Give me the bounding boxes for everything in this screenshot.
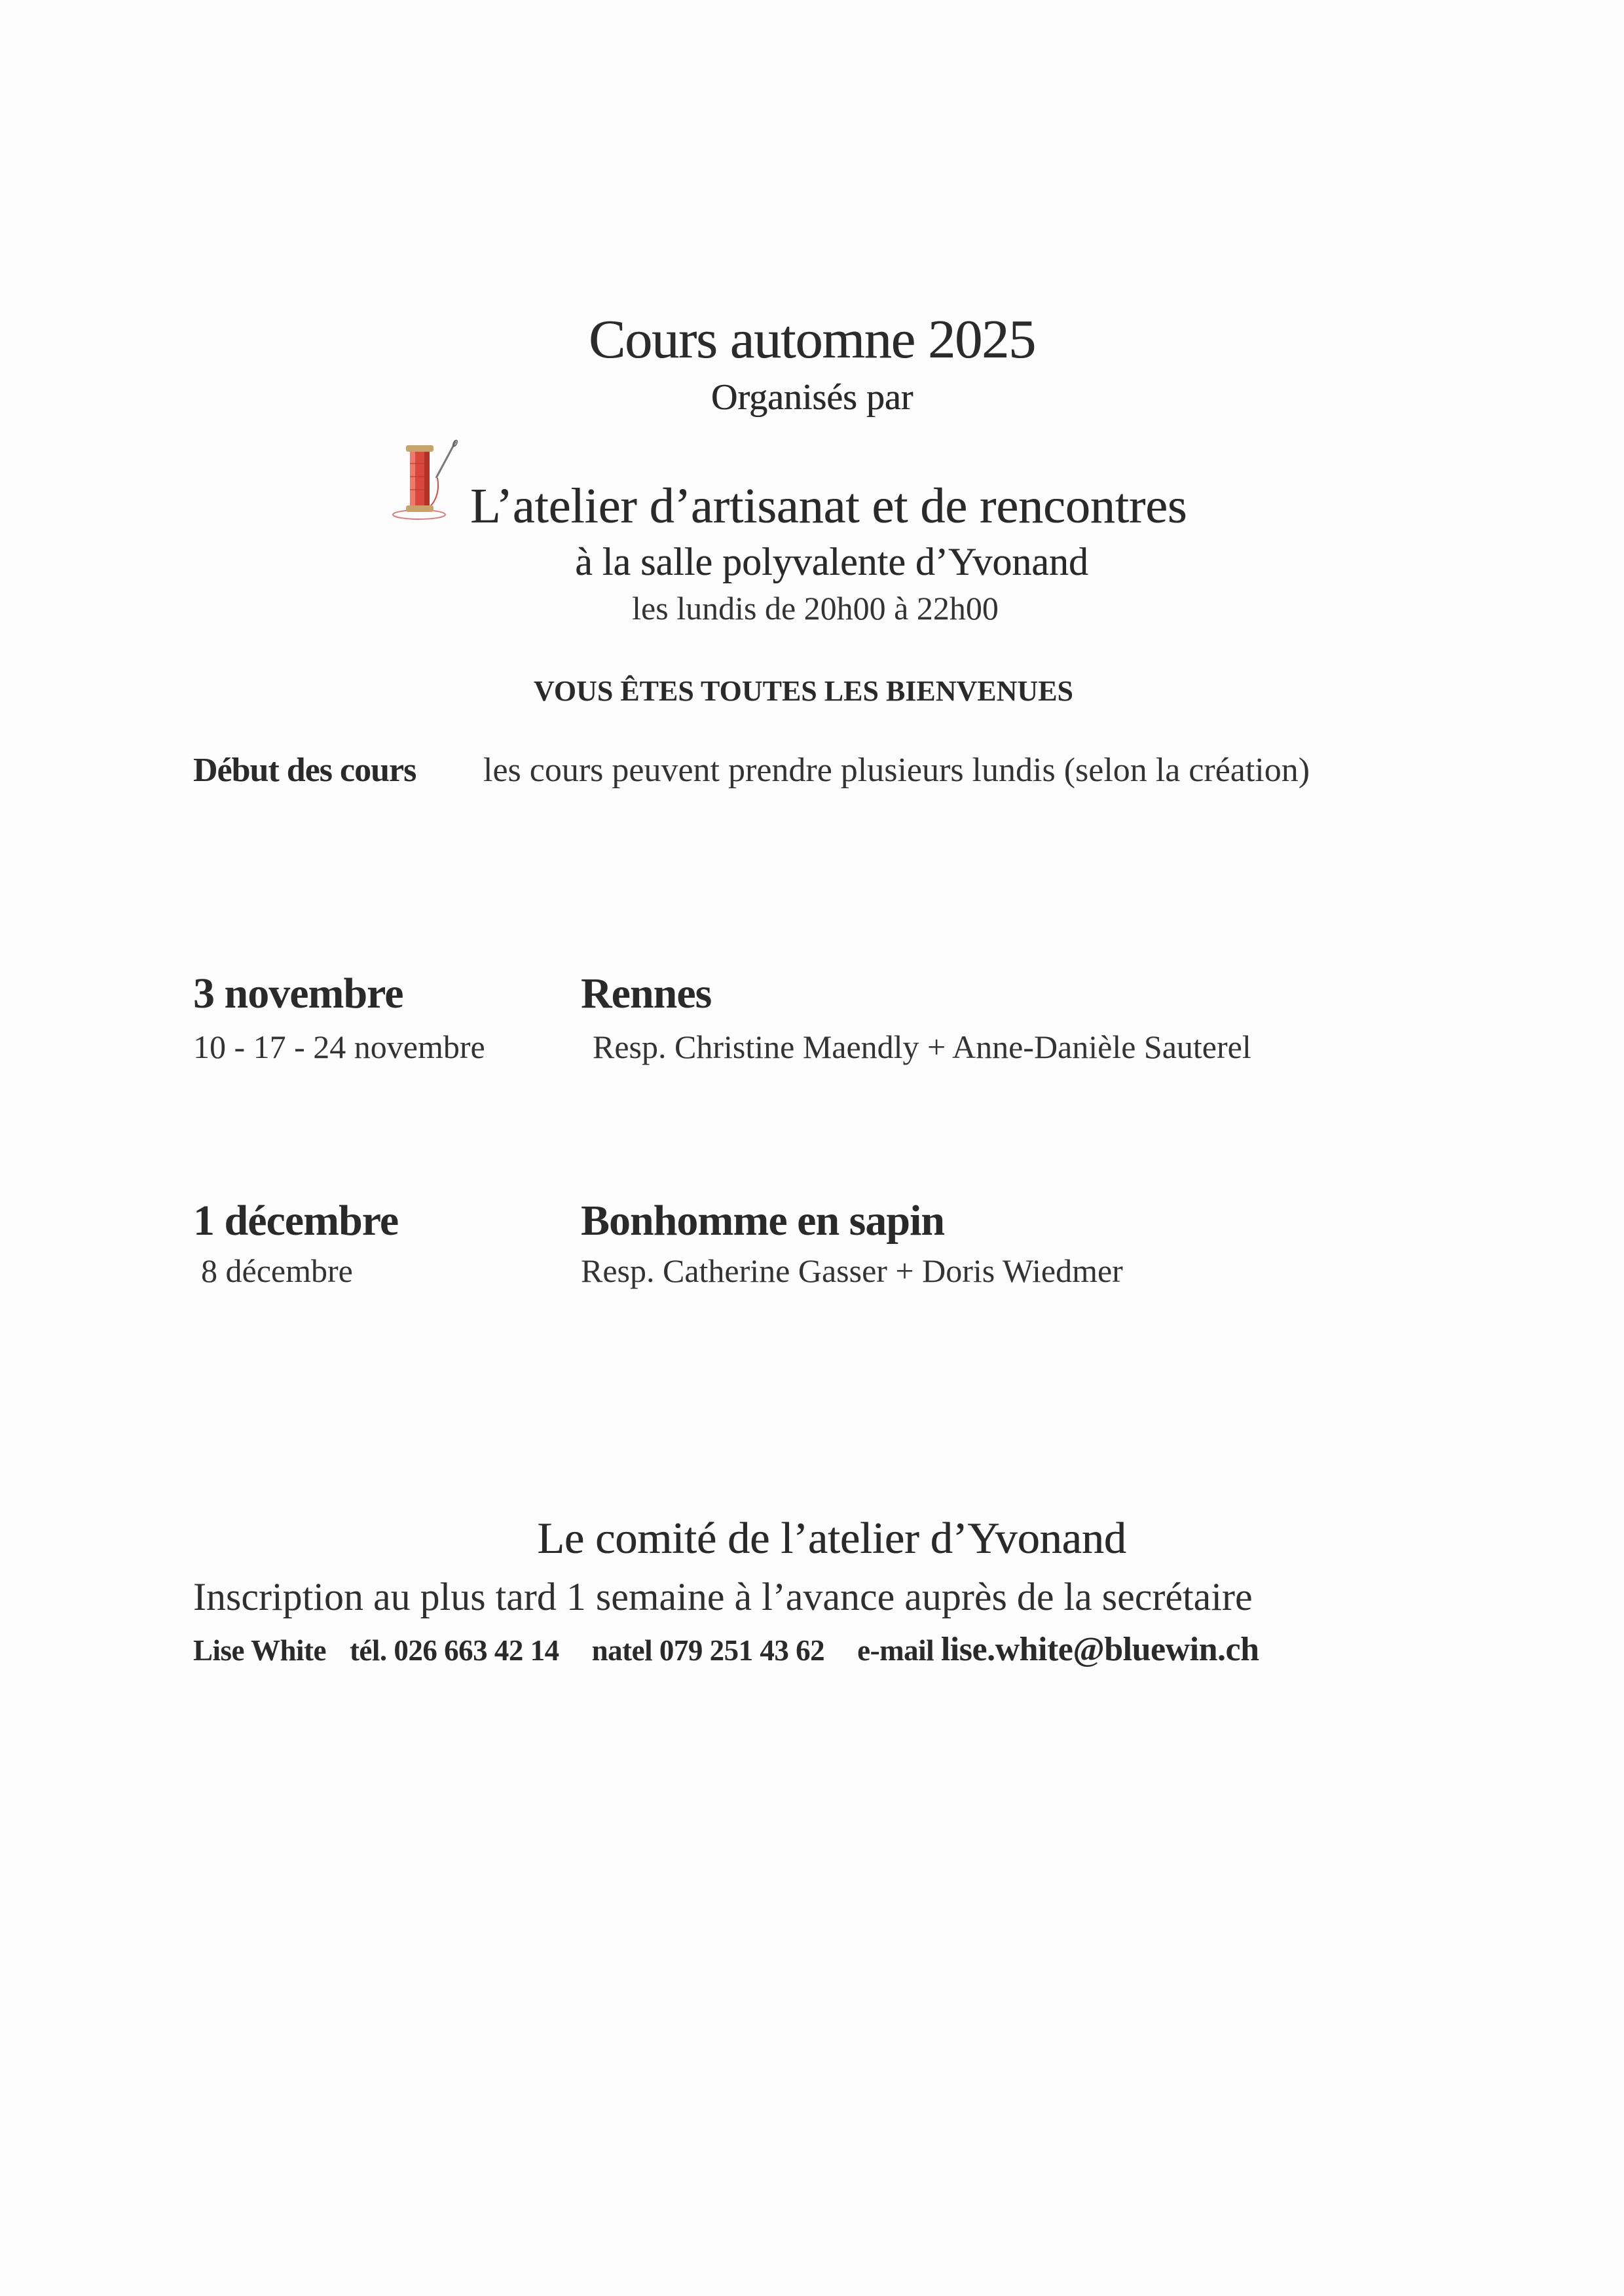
contact-name: Lise White bbox=[193, 1634, 326, 1667]
course-start-note: les cours peuvent prendre plusieurs lundis (selon la création) bbox=[483, 752, 1310, 789]
contact-mobile: natel 079 251 43 62 bbox=[591, 1634, 825, 1667]
page-title: Cours automne 2025 bbox=[589, 309, 1035, 370]
course-title: Bonhomme en sapin bbox=[581, 1197, 945, 1245]
course-start-date: 1 décembre bbox=[193, 1197, 399, 1245]
welcome-banner: VOUS ÊTES TOUTES LES BIENVENUES bbox=[533, 675, 1074, 707]
organised-by-label: Organisés par bbox=[710, 377, 913, 418]
contact-email-link[interactable]: lise.white@bluewin.ch bbox=[940, 1631, 1259, 1668]
course-other-dates: 8 décembre bbox=[201, 1252, 353, 1289]
inscription-note: Inscription au plus tard 1 semaine à l’avance auprès de la secrétaire bbox=[193, 1575, 1253, 1618]
contact-line bbox=[193, 1630, 1259, 1669]
course-responsible: Resp. Christine Maendly + Anne-Danièle Sauterel bbox=[593, 1029, 1251, 1065]
course-title: Rennes bbox=[581, 970, 712, 1017]
course-start-label: Début des cours bbox=[193, 752, 416, 789]
course-start-date: 3 novembre bbox=[193, 970, 403, 1017]
thread-spool-needle-icon bbox=[392, 437, 465, 522]
location-text: à la salle polyvalente d’Yvonand bbox=[575, 540, 1088, 583]
atelier-name: L’atelier d’artisanat et de rencontres bbox=[470, 479, 1187, 534]
course-responsible: Resp. Catherine Gasser + Doris Wiedmer bbox=[581, 1252, 1123, 1289]
schedule-text: les lundis de 20h00 à 22h00 bbox=[632, 590, 999, 627]
committee-signature: Le comité de l’atelier d’Yvonand bbox=[537, 1513, 1126, 1563]
course-other-dates: 10 - 17 - 24 novembre bbox=[193, 1029, 485, 1065]
contact-email-label: e-mail bbox=[857, 1634, 934, 1667]
contact-phone: tél. 026 663 42 14 bbox=[349, 1634, 559, 1667]
